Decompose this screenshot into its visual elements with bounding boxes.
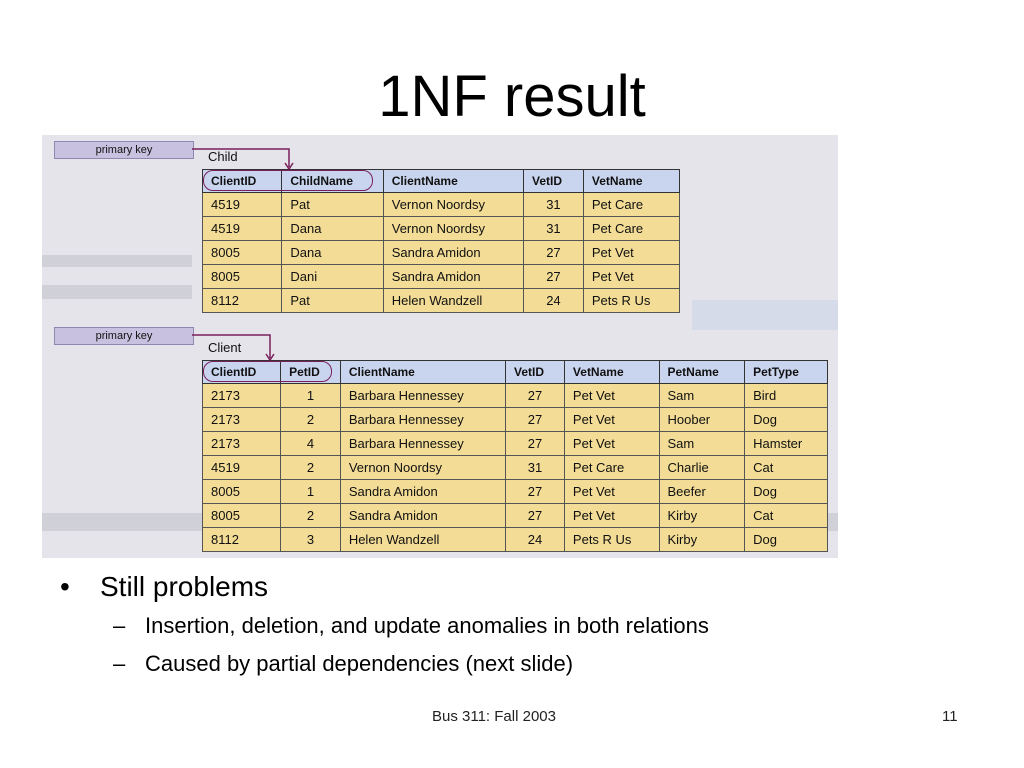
table-cell: Dani xyxy=(282,265,383,289)
table-cell: 8112 xyxy=(203,289,282,313)
table-cell: 27 xyxy=(524,241,584,265)
table-cell: 1 xyxy=(281,384,341,408)
table-cell: Pet Care xyxy=(583,193,679,217)
table-cell: 4 xyxy=(281,432,341,456)
table-cell: Pet Vet xyxy=(564,384,659,408)
bullet-main-text: Still problems xyxy=(100,571,269,602)
table-cell: 8005 xyxy=(203,480,281,504)
bullet-list xyxy=(60,570,990,680)
sub-bullet xyxy=(60,610,990,642)
table-cell: Sandra Amidon xyxy=(340,504,505,528)
table-cell: Barbara Hennessey xyxy=(340,432,505,456)
table-cell: Vernon Noordsy xyxy=(383,217,523,241)
table-cell: Pet Care xyxy=(583,217,679,241)
table-cell: 27 xyxy=(506,408,565,432)
table-cell: 27 xyxy=(506,432,565,456)
table-cell: Dog xyxy=(745,408,828,432)
table-cell: Pet Vet xyxy=(564,480,659,504)
table-cell: 2173 xyxy=(203,432,281,456)
table-cell: 27 xyxy=(506,384,565,408)
table-cell: Sam xyxy=(659,432,745,456)
column-header: VetID xyxy=(524,170,584,193)
table-cell: Sandra Amidon xyxy=(383,241,523,265)
table-cell: Pet Vet xyxy=(583,241,679,265)
table-cell: Helen Wandzell xyxy=(340,528,505,552)
table-cell: Charlie xyxy=(659,456,745,480)
dash-icon: – xyxy=(113,613,126,638)
table-cell: Cat xyxy=(745,456,828,480)
column-header: ClientName xyxy=(340,361,505,384)
textbook-figure xyxy=(42,135,838,558)
column-header: VetName xyxy=(583,170,679,193)
table-cell: 2 xyxy=(281,408,341,432)
table-cell: Hoober xyxy=(659,408,745,432)
bullet-dot-icon: • xyxy=(60,571,70,602)
table-cell: 24 xyxy=(506,528,565,552)
table-cell: Helen Wandzell xyxy=(383,289,523,313)
slide-title: 1NF result xyxy=(378,64,646,129)
dash-icon: – xyxy=(113,651,126,676)
column-header: ClientID xyxy=(203,170,282,193)
slide-number: 11 xyxy=(942,708,958,725)
column-header: PetID xyxy=(281,361,341,384)
table-cell: Sandra Amidon xyxy=(340,480,505,504)
table-cell: Pet Vet xyxy=(564,504,659,528)
key-connector-lines xyxy=(42,135,838,558)
table-cell: Kirby xyxy=(659,528,745,552)
column-header: ClientID xyxy=(203,361,281,384)
table-cell: Dana xyxy=(282,217,383,241)
table-cell: Sam xyxy=(659,384,745,408)
table-cell: Beefer xyxy=(659,480,745,504)
table-cell: Pets R Us xyxy=(583,289,679,313)
table-cell: 2 xyxy=(281,504,341,528)
table-cell: 8005 xyxy=(203,265,282,289)
table-cell: Pat xyxy=(282,289,383,313)
table-cell: 24 xyxy=(524,289,584,313)
table-cell: Pet Vet xyxy=(564,408,659,432)
sub-bullet-text: Caused by partial dependencies (next slide) xyxy=(145,651,574,676)
table-cell: Barbara Hennessey xyxy=(340,384,505,408)
table-cell: Sandra Amidon xyxy=(383,265,523,289)
table-cell: 4519 xyxy=(203,193,282,217)
table-cell: 8112 xyxy=(203,528,281,552)
bullet-main xyxy=(60,570,990,604)
client-relation-name: Client xyxy=(208,340,242,355)
table-cell: Dog xyxy=(745,480,828,504)
table-cell: Barbara Hennessey xyxy=(340,408,505,432)
client-primary-key-label: primary key xyxy=(54,327,194,345)
sub-bullet-text: Insertion, deletion, and update anomalies in both relations xyxy=(145,613,709,638)
column-header: VetID xyxy=(506,361,565,384)
table-cell: Kirby xyxy=(659,504,745,528)
sub-bullet xyxy=(60,648,990,680)
table-cell: 2173 xyxy=(203,408,281,432)
table-cell: 3 xyxy=(281,528,341,552)
table-cell: 27 xyxy=(506,480,565,504)
table-cell: 31 xyxy=(524,217,584,241)
table-cell: Pets R Us xyxy=(564,528,659,552)
column-header: VetName xyxy=(564,361,659,384)
child-primary-key-label: primary key xyxy=(54,141,194,159)
table-cell: 4519 xyxy=(203,456,281,480)
column-header: PetName xyxy=(659,361,745,384)
column-header: ClientName xyxy=(383,170,523,193)
table-cell: Vernon Noordsy xyxy=(340,456,505,480)
table-cell: 27 xyxy=(524,265,584,289)
table-cell: 2 xyxy=(281,456,341,480)
column-header: ChildName xyxy=(282,170,383,193)
table-cell: Pet Vet xyxy=(583,265,679,289)
table-cell: Pet Vet xyxy=(564,432,659,456)
table-cell: Pat xyxy=(282,193,383,217)
column-header: PetType xyxy=(745,361,828,384)
table-cell: Pet Care xyxy=(564,456,659,480)
table-cell: 4519 xyxy=(203,217,282,241)
table-cell: Cat xyxy=(745,504,828,528)
slide-footer: Bus 311: Fall 2003 xyxy=(432,708,556,725)
table-cell: 31 xyxy=(506,456,565,480)
table-cell: 8005 xyxy=(203,504,281,528)
table-cell: Hamster xyxy=(745,432,828,456)
table-cell: Dog xyxy=(745,528,828,552)
table-cell: 1 xyxy=(281,480,341,504)
table-cell: 31 xyxy=(524,193,584,217)
table-cell: 27 xyxy=(506,504,565,528)
table-cell: Dana xyxy=(282,241,383,265)
child-relation-name: Child xyxy=(208,149,238,164)
table-cell: Vernon Noordsy xyxy=(383,193,523,217)
table-cell: 2173 xyxy=(203,384,281,408)
table-cell: Bird xyxy=(745,384,828,408)
table-cell: 8005 xyxy=(203,241,282,265)
